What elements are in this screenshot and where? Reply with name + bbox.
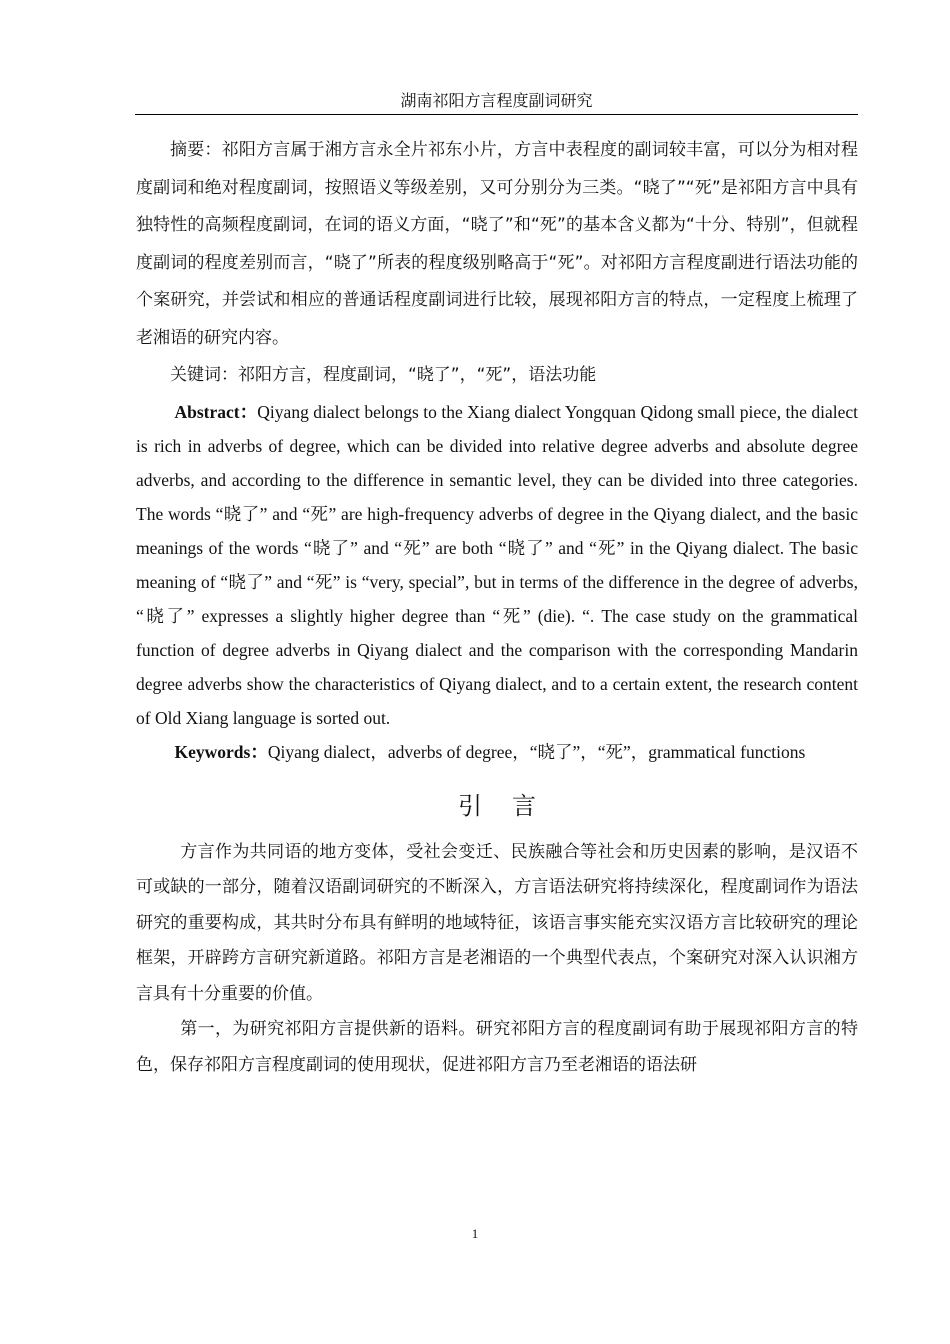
running-header: 湖南祁阳方言程度副词研究 (400, 91, 593, 110)
keywords-zh (136, 357, 858, 395)
keywords-en (136, 735, 858, 769)
keywords-en-label: Keywords： (174, 741, 268, 762)
body-paragraph: 方言作为共同语的地方变体，受社会变迁、民族融合等社会和历史因素的影响，是汉语不可或缺的一部分，随着汉语副词研究的不断深入，方言语法研究将持续深化，程度副词作为语法研究的重要构成，其共时分布具有鲜明的地域特征，该语言事实能充实汉语方言比较研究的理论框架，开辟跨方言研究新道路。祁阳方言是老湘语的一个典型代表点，个案研究对深入认识湘方言具有十分重要的价值。 (136, 841, 858, 1004)
section-title: 引言 (458, 791, 566, 820)
abstract-en (136, 395, 858, 735)
page-content (136, 132, 858, 1083)
page-number: 1 (471, 1226, 479, 1241)
abstract-zh-label: 摘要： (170, 140, 222, 160)
keywords-zh-text: 祁阳方言，程度副词，“晓了”，“死”，语法功能 (238, 365, 597, 385)
abstract-zh (136, 132, 858, 357)
abstract-zh-text: 祁阳方言属于湘方言永全片祁东小片，方言中表程度的副词较丰富，可以分为相对程度副词和绝对程度副词，按照语义等级差别，又可分别分为三类。“晓了”“死”是祁阳方言中具有独特性的高频程度副词，在词的语义方面，“晓了”和“死”的基本含义都为“十分、特别”，但就程度副词的程度差别而言，“晓了”所表的程度级别略高于“死”。对祁阳方言程度副进行语法功能的个案研究，并尝试和相应的普通话程度副词进行比较，展现祁阳方言的特点，一定程度上梳理了老湘语的研究内容。 (136, 140, 859, 348)
keywords-en-text: Qiyang dialect，adverbs of degree，“晓了”，“死”，grammatical functions (267, 741, 806, 762)
abstract-en-text: Qiyang dialect belongs to the Xiang dialect Yongquan Qidong small piece, the dialect is rich in adverbs of degree, which can be divided into relative degree adverbs and absolute degree adverbs, and according to the difference in semantic level, they can be divided into three categories. The words “晓了” and “死” are high-frequency adverbs of degree in the Qiyang dialect, and the basic meanings of the words “晓了” and “死” are both “晓了” and “死” in the Qiyang dialect. The basic meaning of “晓了” and “死” is “very, special”, but in terms of the difference in the degree of adverbs, “晓了” expresses a slightly higher degree than “死” (die). “. The case study on the grammatical function of degree adverbs in Qiyang dialect and the comparison with the corresponding Mandarin degree adverbs show the characteristics of Qiyang dialect, and to a certain extent, the research content of Old Xiang language is sorted out. (136, 401, 859, 728)
body-paragraph: 第一，为研究祁阳方言提供新的语料。研究祁阳方言的程度副词有助于展现祁阳方言的特色，保存祁阳方言程度副词的使用现状，促进祁阳方言乃至老湘语的语法研 (136, 1019, 858, 1075)
abstract-en-label: Abstract： (174, 401, 258, 422)
keywords-zh-label: 关键词： (170, 365, 238, 385)
header-rule (135, 114, 858, 115)
